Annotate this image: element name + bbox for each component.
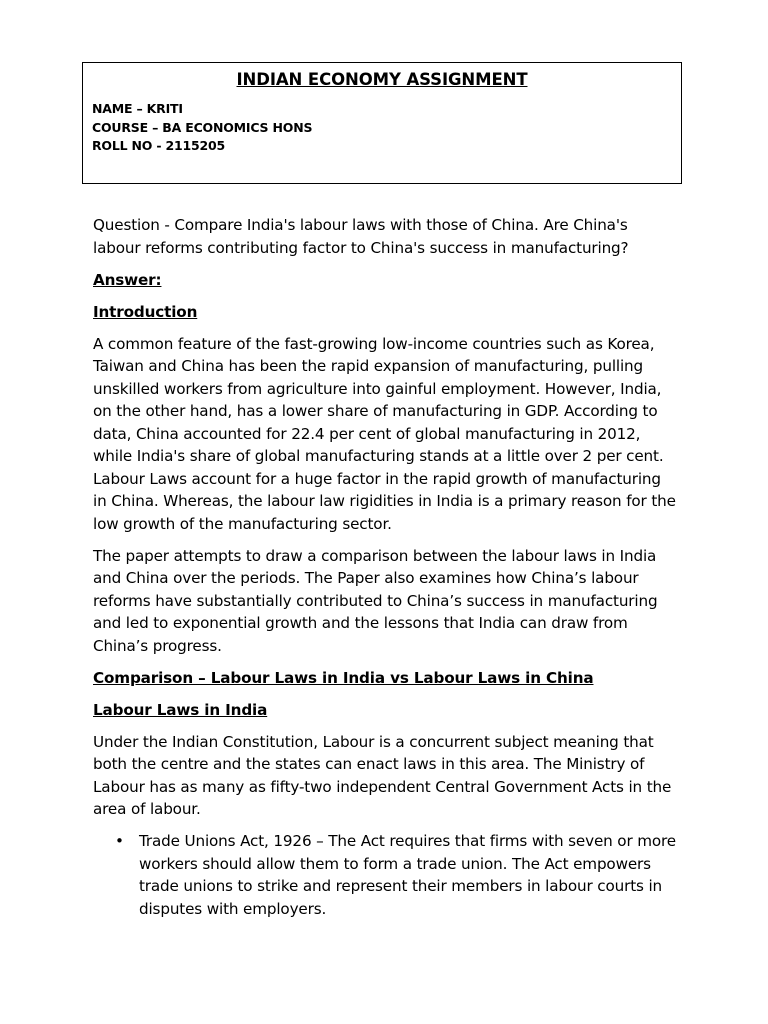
- question-paragraph: Question - Compare India's labour laws with those of China. Are China's labour reforms contributing factor to China's success in manufacturing?: [93, 216, 629, 257]
- student-details: [92, 100, 312, 156]
- document-title: INDIAN ECONOMY ASSIGNMENT: [236, 70, 528, 89]
- comparison-heading: Comparison – Labour Laws in India vs Labour Laws in China: [93, 668, 594, 687]
- list-item-text: Trade Unions Act, 1926 – The Act requires that firms with seven or more workers should allow them to form a trade union. The Act empowers trade unions to strike and represent their members in labour courts in disputes with employers.: [139, 832, 676, 918]
- introduction-paragraph-1: A common feature of the fast-growing low-income countries such as Korea, Taiwan and China has been the rapid expansion of manufacturing, pulling unskilled workers from agriculture into gainful employment. However, India, on the other hand, has a lower share of manufacturing in GDP. According to data, China accounted for 22.4 per cent of global manufacturing in 2012, while India's share of global manufacturing stands at a little over 2 per cent. Labour Laws account for a huge factor in the rapid growth of manufacturing in China. Whereas, the labour law rigidities in India is a primary reason for the low growth of the manufacturing sector.: [93, 334, 676, 533]
- labour-acts-list: [93, 830, 678, 920]
- list-item: [115, 830, 678, 920]
- student-roll-number: ROLL NO - 2115205: [92, 138, 225, 153]
- student-course: COURSE – BA ECONOMICS HONS: [92, 119, 313, 135]
- title-box: [82, 62, 682, 184]
- india-labour-laws-heading: Labour Laws in India: [93, 700, 268, 719]
- answer-heading: Answer:: [93, 270, 162, 289]
- introduction-heading: Introduction: [93, 302, 198, 321]
- india-labour-laws-paragraph: Under the Indian Constitution, Labour is a concurrent subject meaning that both the centre and the states can enact laws in this area. The Ministry of Labour has as many as fifty-two independent Central Government Acts in the area of labour.: [93, 732, 672, 818]
- introduction-paragraph-2: The paper attempts to draw a comparison between the labour laws in India and China over the periods. The Paper also examines how China’s labour reforms have substantially contributed to China’s success in manufacturing and led to exponential growth and the lessons that India can draw from China’s progress.: [93, 546, 658, 655]
- document-body: [93, 214, 678, 920]
- bullet-icon: •: [115, 832, 124, 850]
- student-name: NAME – KRITI: [92, 101, 183, 116]
